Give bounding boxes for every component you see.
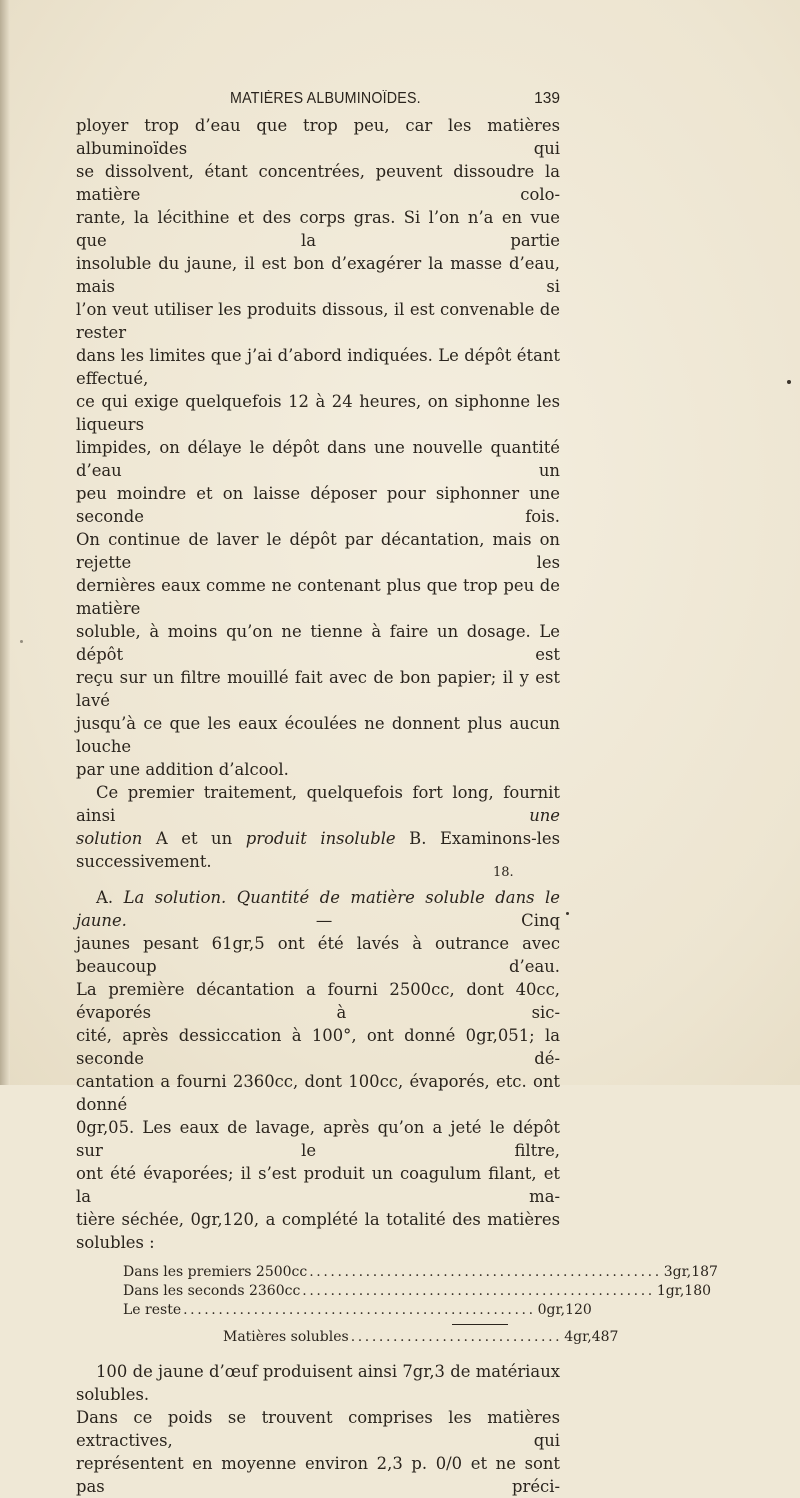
table-rows: [123, 1264, 718, 1321]
text-line: insoluble du jaune, il est bon d’exagérer la masse d’eau, mais si: [76, 254, 560, 296]
text-line: se dissolvent, étant concentrées, peuvent dissoudre la matière colo-: [76, 162, 560, 204]
section-letter: A.: [96, 888, 124, 907]
text-line: représentent en moyenne environ 2,3 p. 0/0 et ne sont pas préci-: [76, 1454, 560, 1496]
table-total-row: [223, 1329, 619, 1348]
leader-dots: ..............................: [350, 1329, 563, 1345]
text-line: La première décantation a fourni 2500cc, dont 40cc, évaporés à sic-: [76, 980, 560, 1022]
text-line: cantation a fourni 2360cc, dont 100cc, évaporés, etc. ont donné: [76, 1072, 560, 1114]
text-line: dernières eaux comme ne contenant plus que trop peu de matière: [76, 576, 560, 618]
text-line: peu moindre et on laisse déposer pour siphonner une seconde fois.: [76, 484, 560, 526]
paper-speck: [787, 380, 791, 384]
text-line: jaunes pesant 61gr,5 ont été lavés à outrance avec beaucoup d’eau.: [76, 934, 560, 976]
text-run-italic: produit insoluble: [245, 829, 396, 848]
section-heading-line: [76, 886, 560, 932]
page-body: [76, 114, 718, 1498]
paragraph-4: [76, 1360, 560, 1498]
paper-speck: [566, 912, 569, 915]
leader-dots: ..................................................: [183, 1302, 536, 1318]
text-run: — Cinq: [126, 911, 560, 930]
text-line: ce qui exige quelquefois 12 à 24 heures, on siphonne les liqueurs: [76, 392, 560, 434]
paragraph-1: [76, 114, 560, 781]
row-value: 1gr,180: [656, 1283, 712, 1299]
text-run-italic: solution: [76, 829, 143, 848]
text-line: reçu sur un filtre mouillé fait avec de bon papier; il y est lavé: [76, 668, 560, 710]
leader-dots: ..................................................: [302, 1283, 655, 1299]
row-label: Dans les seconds 2360cc: [123, 1283, 301, 1299]
total-value: 4gr,487: [564, 1329, 619, 1345]
text-line: dans les limites que j’ai d’abord indiquées. Le dépôt étant effectué,: [76, 346, 560, 388]
table-row: [123, 1264, 718, 1283]
text-line: 0gr,05. Les eaux de lavage, après qu’on a jeté le dépôt sur le filtre,: [76, 1118, 560, 1160]
row-label: Dans les premiers 2500cc: [123, 1264, 308, 1280]
text-line: [76, 827, 560, 873]
text-line: par une addition d’alcool.: [76, 760, 289, 779]
text-line: jusqu’à ce que les eaux écoulées ne donnent plus aucun louche: [76, 714, 560, 756]
text-line: [76, 781, 560, 827]
text-run: A et un: [142, 829, 246, 848]
leader-dots: ..................................................: [309, 1264, 662, 1280]
row-label: Le reste: [123, 1302, 182, 1318]
page-spine-shadow: [0, 0, 10, 1085]
row-value: 0gr,120: [537, 1302, 592, 1318]
table-row: [123, 1283, 712, 1302]
paragraph-2: [76, 781, 560, 873]
text-run-italic: une: [529, 806, 560, 825]
text-line: 100 de jaune d’œuf produisent ainsi 7gr,3 de matériaux solubles.: [76, 1362, 560, 1404]
text-run: Ce premier traitement, quelquefois fort long, fournit ainsi: [76, 783, 560, 825]
signature-mark: 18.: [493, 865, 514, 880]
paragraph-3: [76, 886, 560, 1254]
section-title: La solution. Quantité de matière soluble dans le jaune.: [76, 888, 560, 930]
text-line: rante, la lécithine et des corps gras. Si l’on n’a en vue que la partie: [76, 208, 560, 250]
text-line: l’on veut utiliser les produits dissous, il est convenable de rester: [76, 300, 560, 342]
table-row: [123, 1302, 592, 1321]
paper-speck: [20, 640, 23, 643]
text-line: cité, après dessiccation à 100°, ont donné 0gr,051; la seconde dé-: [76, 1026, 560, 1068]
page-number: 139: [534, 90, 560, 107]
text-line: limpides, on délaye le dépôt dans une nouvelle quantité d’eau un: [76, 438, 560, 480]
text-line: soluble, à moins qu’on ne tienne à faire un dosage. Le dépôt est: [76, 622, 560, 664]
results-table: [123, 1264, 718, 1348]
paragraph-3-body: [76, 932, 560, 1254]
total-label: Matières solubles: [223, 1329, 349, 1345]
text-line: ployer trop d’eau que trop peu, car les matières albuminoïdes qui: [76, 116, 560, 158]
text-line: Dans ce poids se trouvent comprises les matières extractives, qui: [76, 1408, 560, 1450]
text-line: ont été évaporées; il s’est produit un coagulum filant, et la ma-: [76, 1164, 560, 1206]
page-header: [78, 90, 560, 112]
row-value: 3gr,187: [663, 1264, 718, 1280]
sum-rule: [452, 1324, 508, 1325]
text-line: tière séchée, 0gr,120, a complété la totalité des matières solubles :: [76, 1210, 560, 1252]
text-run: B. Examinons-les successivement.: [76, 829, 561, 871]
running-head: MATIÈRES ALBUMINOÏDES.: [230, 90, 421, 107]
text-line: On continue de laver le dépôt par décantation, mais on rejette les: [76, 530, 560, 572]
